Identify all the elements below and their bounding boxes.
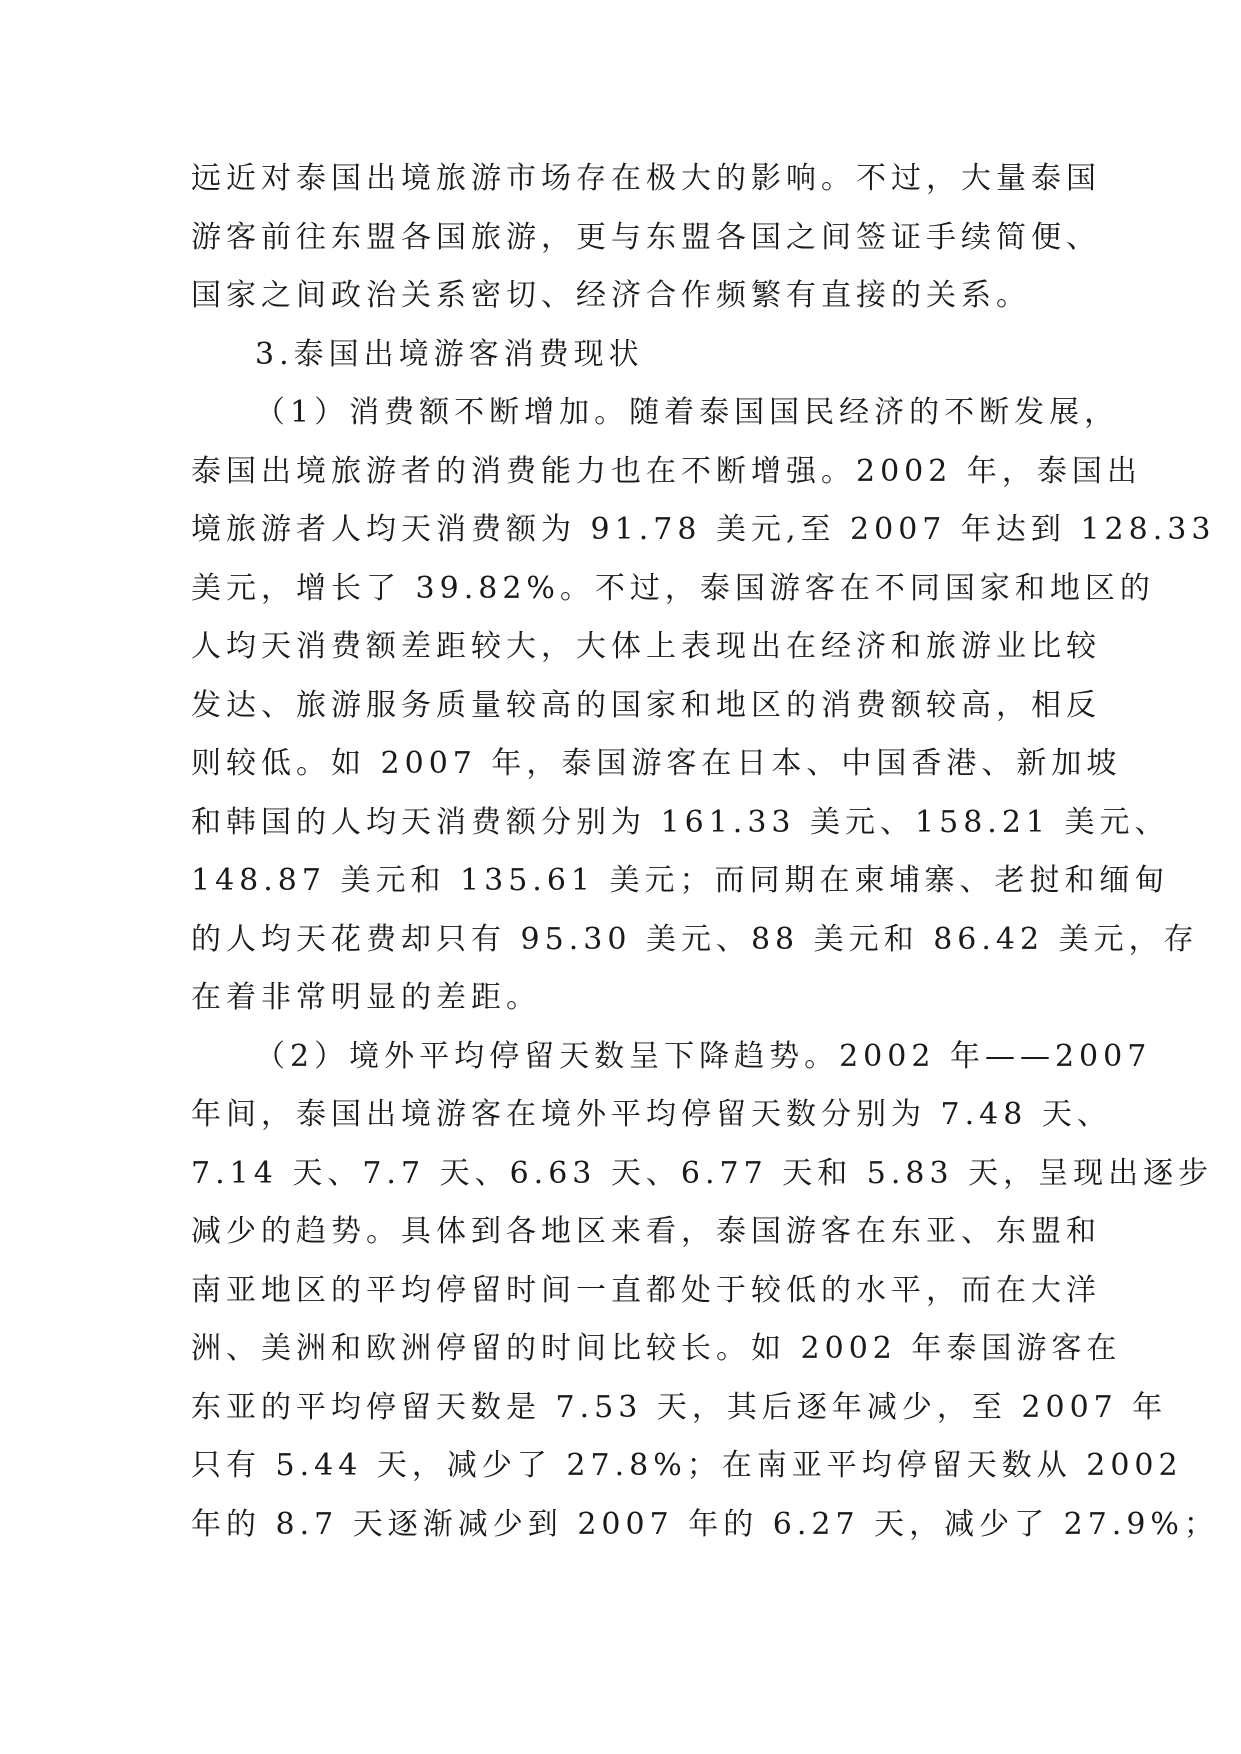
text-line: 和韩国的人均天消费额分别为 161.33 美元、158.21 美元、: [191, 804, 1170, 840]
text-line: 洲、美洲和欧洲停留的时间比较长。如 2002 年泰国游客在: [191, 1331, 1122, 1366]
text-line: （1）消费额不断增加。随着泰国国民经济的不断发展，: [255, 395, 1120, 430]
text-line: 远近对泰国出境旅游市场存在极大的影响。不过，大量泰国: [191, 161, 1101, 196]
text-line: 境旅游者人均天消费额为 91.78 美元,至 2007 年达到 128.33: [191, 512, 1216, 547]
text-line: 东亚的平均停留天数是 7.53 天，其后逐年减少，至 2007 年: [191, 1389, 1168, 1425]
text-line: 人均天消费额差距较大，大体上表现出在经济和旅游业比较: [191, 629, 1101, 664]
body-text: [191, 150, 1219, 1554]
text-line: 在着非常明显的差距。: [191, 980, 541, 1015]
text-line: 减少的趋势。具体到各地区来看，泰国游客在东亚、东盟和: [191, 1214, 1101, 1249]
text-line: 3.泰国出境游客消费现状: [255, 336, 644, 372]
text-line: 的人均天花费却只有 95.30 美元、88 美元和 86.42 美元，存: [191, 921, 1199, 957]
text-line: 7.14 天、7.7 天、6.63 天、6.77 天和 5.83 天，呈现出逐步: [191, 1155, 1214, 1191]
text-line: 泰国出境旅游者的消费能力也在不断增强。2002 年，泰国出: [191, 453, 1142, 489]
text-line: （2）境外平均停留天数呈下降趋势。2002 年——2007: [255, 1038, 1152, 1074]
text-line: 游客前往东盟各国旅游，更与东盟各国之间签证手续简便、: [191, 219, 1101, 255]
text-line: 国家之间政治关系密切、经济合作频繁有直接的关系。: [191, 278, 1031, 313]
text-line: 年间，泰国出境游客在境外平均停留天数分别为 7.48 天、: [191, 1097, 1112, 1132]
text-line: 则较低。如 2007 年，泰国游客在日本、中国香港、新加坡: [191, 746, 1122, 781]
text-line: 148.87 美元和 135.61 美元；而同期在柬埔寨、老挝和缅甸: [191, 863, 1170, 898]
text-line: 发达、旅游服务质量较高的国家和地区的消费额较高，相反: [191, 687, 1101, 723]
text-line: 美元，增长了 39.82%。不过，泰国游客在不同国家和地区的: [191, 570, 1155, 606]
text-line: 南亚地区的平均停留时间一直都处于较低的水平，而在大洋: [191, 1272, 1101, 1308]
text-line: 只有 5.44 天，减少了 27.8%；在南亚平均停留天数从 2002: [191, 1448, 1183, 1483]
text-line: 年的 8.7 天逐渐减少到 2007 年的 6.27 天，减少了 27.9%；: [191, 1506, 1219, 1542]
